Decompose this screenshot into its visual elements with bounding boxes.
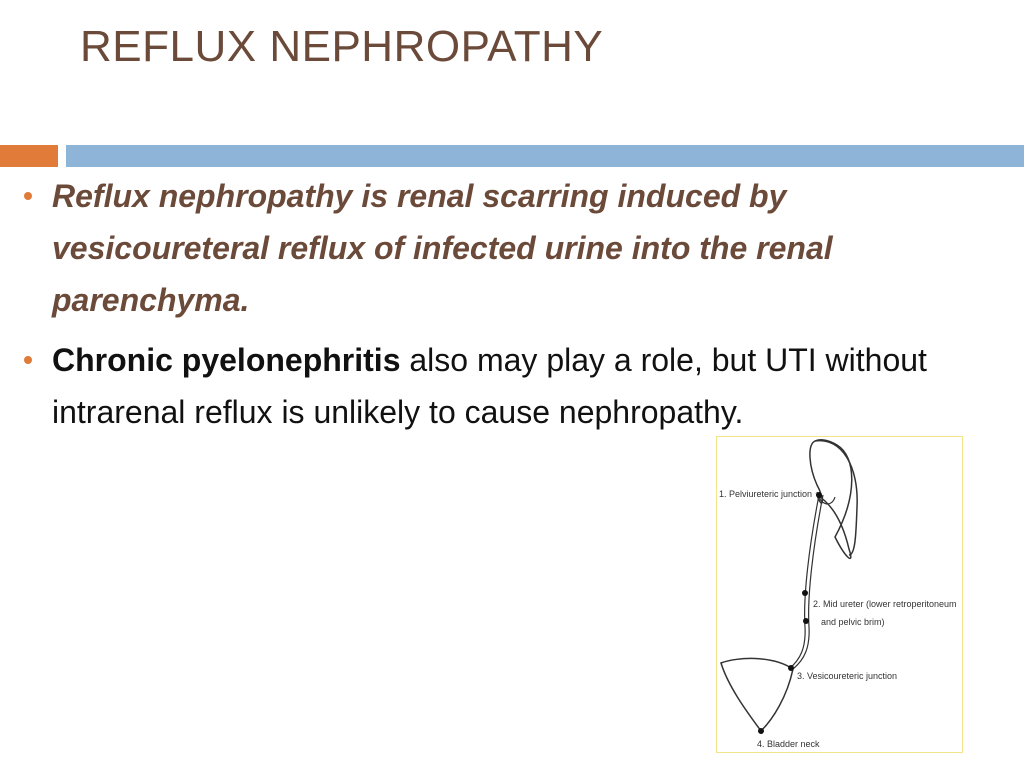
bullet-list xyxy=(22,170,982,446)
bullet-bold-term: Chronic pyelonephritis xyxy=(52,342,401,378)
label-mid-ureter-2: and pelvic brim) xyxy=(821,617,885,627)
accent-bar-orange xyxy=(0,145,58,167)
label-mid-ureter: 2. Mid ureter (lower retroperitoneum xyxy=(813,599,957,609)
kidney-outline xyxy=(810,440,852,559)
accent-bar-blue xyxy=(66,145,1024,167)
bullet-text: Reflux nephropathy is renal scarring induced by vesicoureteral reflux of infected urine into the renal parenchyma. xyxy=(52,178,833,318)
label-bladder-neck: 4. Bladder neck xyxy=(757,739,820,749)
slide-title: REFLUX NEPHROPATHY xyxy=(80,22,604,71)
urinary-tract-diagram xyxy=(716,436,963,753)
bullet-dot-icon xyxy=(24,356,32,364)
bullet-dot-icon xyxy=(24,192,32,200)
label-pelviureteric: 1. Pelviureteric junction xyxy=(719,489,813,499)
bullet-text: also may play a role, but UTI without intrarenal reflux is unlikely to cause nephropathy. xyxy=(52,342,927,430)
bullet-item xyxy=(22,170,982,326)
label-vesicoureteric: 3. Vesicoureteric junction xyxy=(797,671,898,681)
bullet-item xyxy=(22,334,982,438)
